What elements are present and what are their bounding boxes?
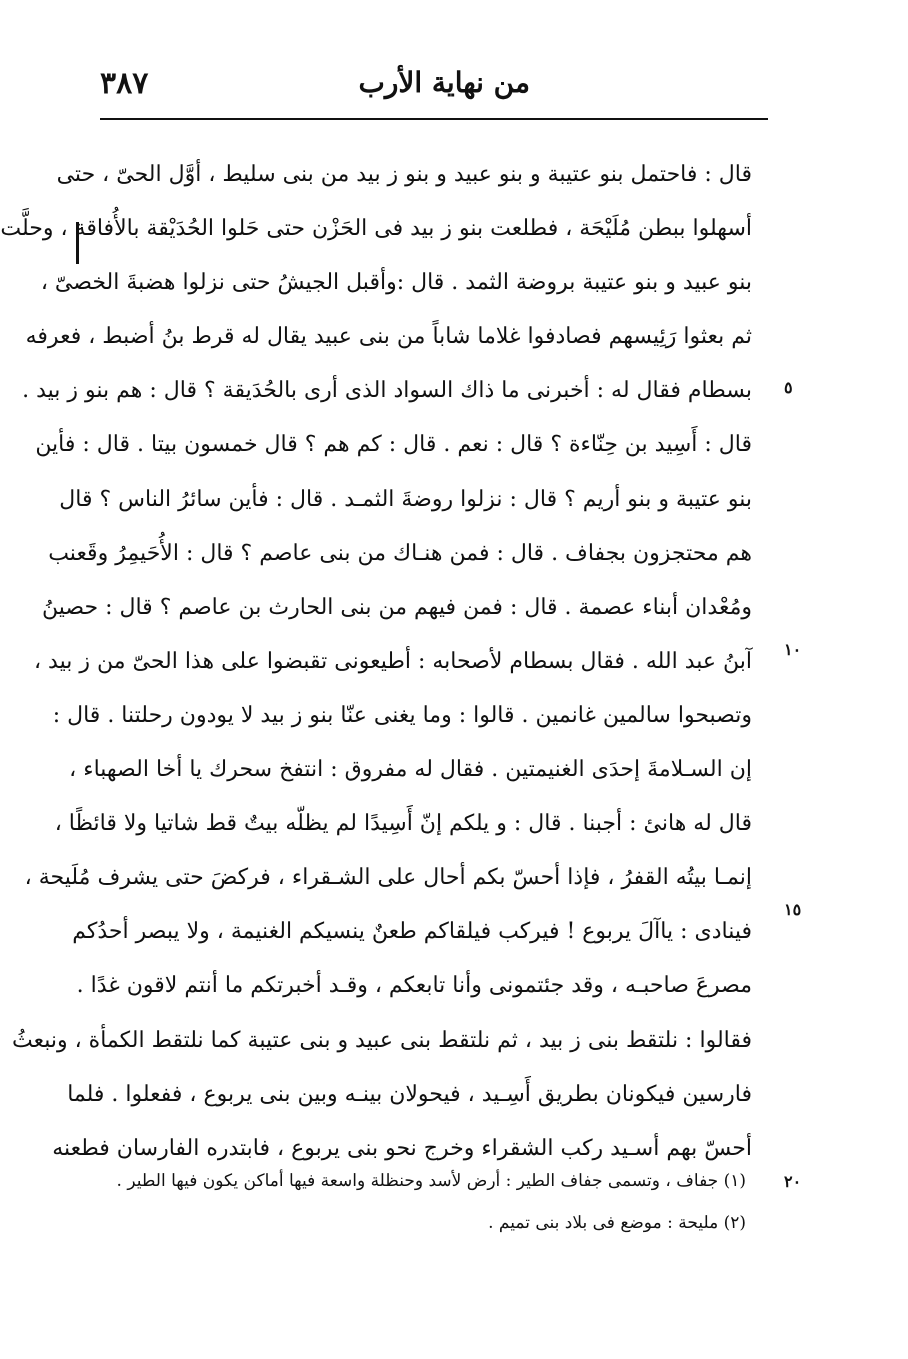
running-header — [100, 60, 768, 116]
text-line: ثم بعثوا رَئِيسهم فصادفوا غلاما شاباً من بنى عبيد يقال له قرط بنُ أضبط ، فعرفه — [25, 324, 752, 350]
text-line: فارسين فيكونان بطريق أَسِـيد ، فيحولان بينـه وبين بنى يربوع ، ففعلوا . فلما — [67, 1081, 752, 1107]
text-line: وتصبحوا سالمين غانمين . قالوا : وما يغنى عنّا بنو ز بيد لا يودون رحلتنا . قال : — [52, 702, 752, 728]
text-line: أحسّ بهم أسـيد ركب الشقراء وخرج نحو بنى يربوع ، فابتدره الفارسان فطعنه — [52, 1135, 752, 1161]
page-number: ٣٨٧ — [100, 66, 149, 101]
text-line: إنمـا بيتُه القفرُ ، فإذا أحسّ بكم أحال على الشـقراء ، فركضَ حتى يشرف مُلَيحة ، — [24, 865, 752, 891]
main-text — [0, 148, 752, 1176]
text-line: بسطام فقال له : أخبرنى ما ذاك السواد الذى أرى بالحُدَيقة ؟ قال : هم بنو ز بيد . — [22, 378, 752, 404]
text-line: فينادى : ياآلَ يربوع ! فيركب فيلقاكم طعنٌ ينسيكم الغنيمة ، ولا يبصر أحدُكم — [72, 919, 752, 945]
text-line: قال له هانئ : أجبنا . قال : و يلكم إنّ أَسِيدًا لم يظلّه بيتٌ قط شاتيا ولا قائظًا ، — [54, 811, 752, 837]
line-number: ١٥ — [784, 900, 802, 919]
text-line: قال : فاحتمل بنو عتيبة و بنو عبيد و بنو ز بيد من بنى سليط ، أوَّل الحىّ ، حتى — [56, 162, 752, 187]
text-line: آبنُ عبد الله . فقال بسطام لأصحابه : أطيعونى تقبضوا على هذا الحىّ من ز بيد ، — [33, 648, 752, 674]
footnote: (٢) مليحة : موضع فى بلاد بنى تميم . — [488, 1213, 746, 1233]
running-title: من نهاية الأرب — [358, 66, 530, 99]
text-line: هم محتجزون بجفاف . قال : فمن هنـاك من بنى عاصم ؟ قال : الأُحَيمِرُ وقَعنب — [48, 540, 752, 566]
line-number: ٢٠ — [784, 1172, 802, 1191]
text-line: ومُعْدان أبناء عصمة . قال : فمن فيهم من بنى الحارث بن عاصم ؟ قال : حصينُ — [42, 594, 752, 620]
text-line: إن السـلامةَ إحدَى الغنيمتين . فقال له مفروق : انتفخ سحرك يا أخا الصهباء ، — [69, 757, 752, 783]
text-line: أسهلوا ببطن مُلَيْحَة ، فطلعت بنو ز بيد فى الحَزْن حتى حَلوا الحُدَيْقة بالأُفاقة ، وحلَّت — [0, 216, 752, 242]
text-line: مصرعَ صاحبـه ، وقد جئتمونى وأنا تابعكم ، وقـد أخبرتكم ما أنتم لاقون غدًا . — [76, 973, 752, 999]
text-line: فقالوا : نلتقط بنى ز بيد ، ثم نلتقط بنى عبيد و بنى عتيبة كما نلتقط الكمأة ، ونبعثُ — [11, 1027, 752, 1053]
text-line: بنو عتيبة و بنو أريم ؟ قال : نزلوا روضةَ الثمـد . قال : فأين سائرُ الناس ؟ قال — [59, 486, 752, 512]
text-line: قال : أَسِيد بن حِنّاءة ؟ قال : نعم . قال : كم هم ؟ قال خمسون بيتا . قال : فأين — [35, 432, 752, 458]
line-number: ١٠ — [784, 640, 802, 659]
footnote: (١) جفاف ، وتسمى جفاف الطير : أرض لأسد وحنظلة واسعة فيها أماكن يكون فيها الطير . — [116, 1171, 746, 1191]
line-number: ٥ — [784, 378, 793, 397]
footnotes — [116, 1160, 746, 1244]
header-rule — [100, 118, 768, 120]
text-line: بنو عبيد و بنو عتيبة بروضة الثمد . قال :وأقبل الجيشُ حتى نزلوا هضبةَ الخصىّ ، — [40, 270, 752, 296]
